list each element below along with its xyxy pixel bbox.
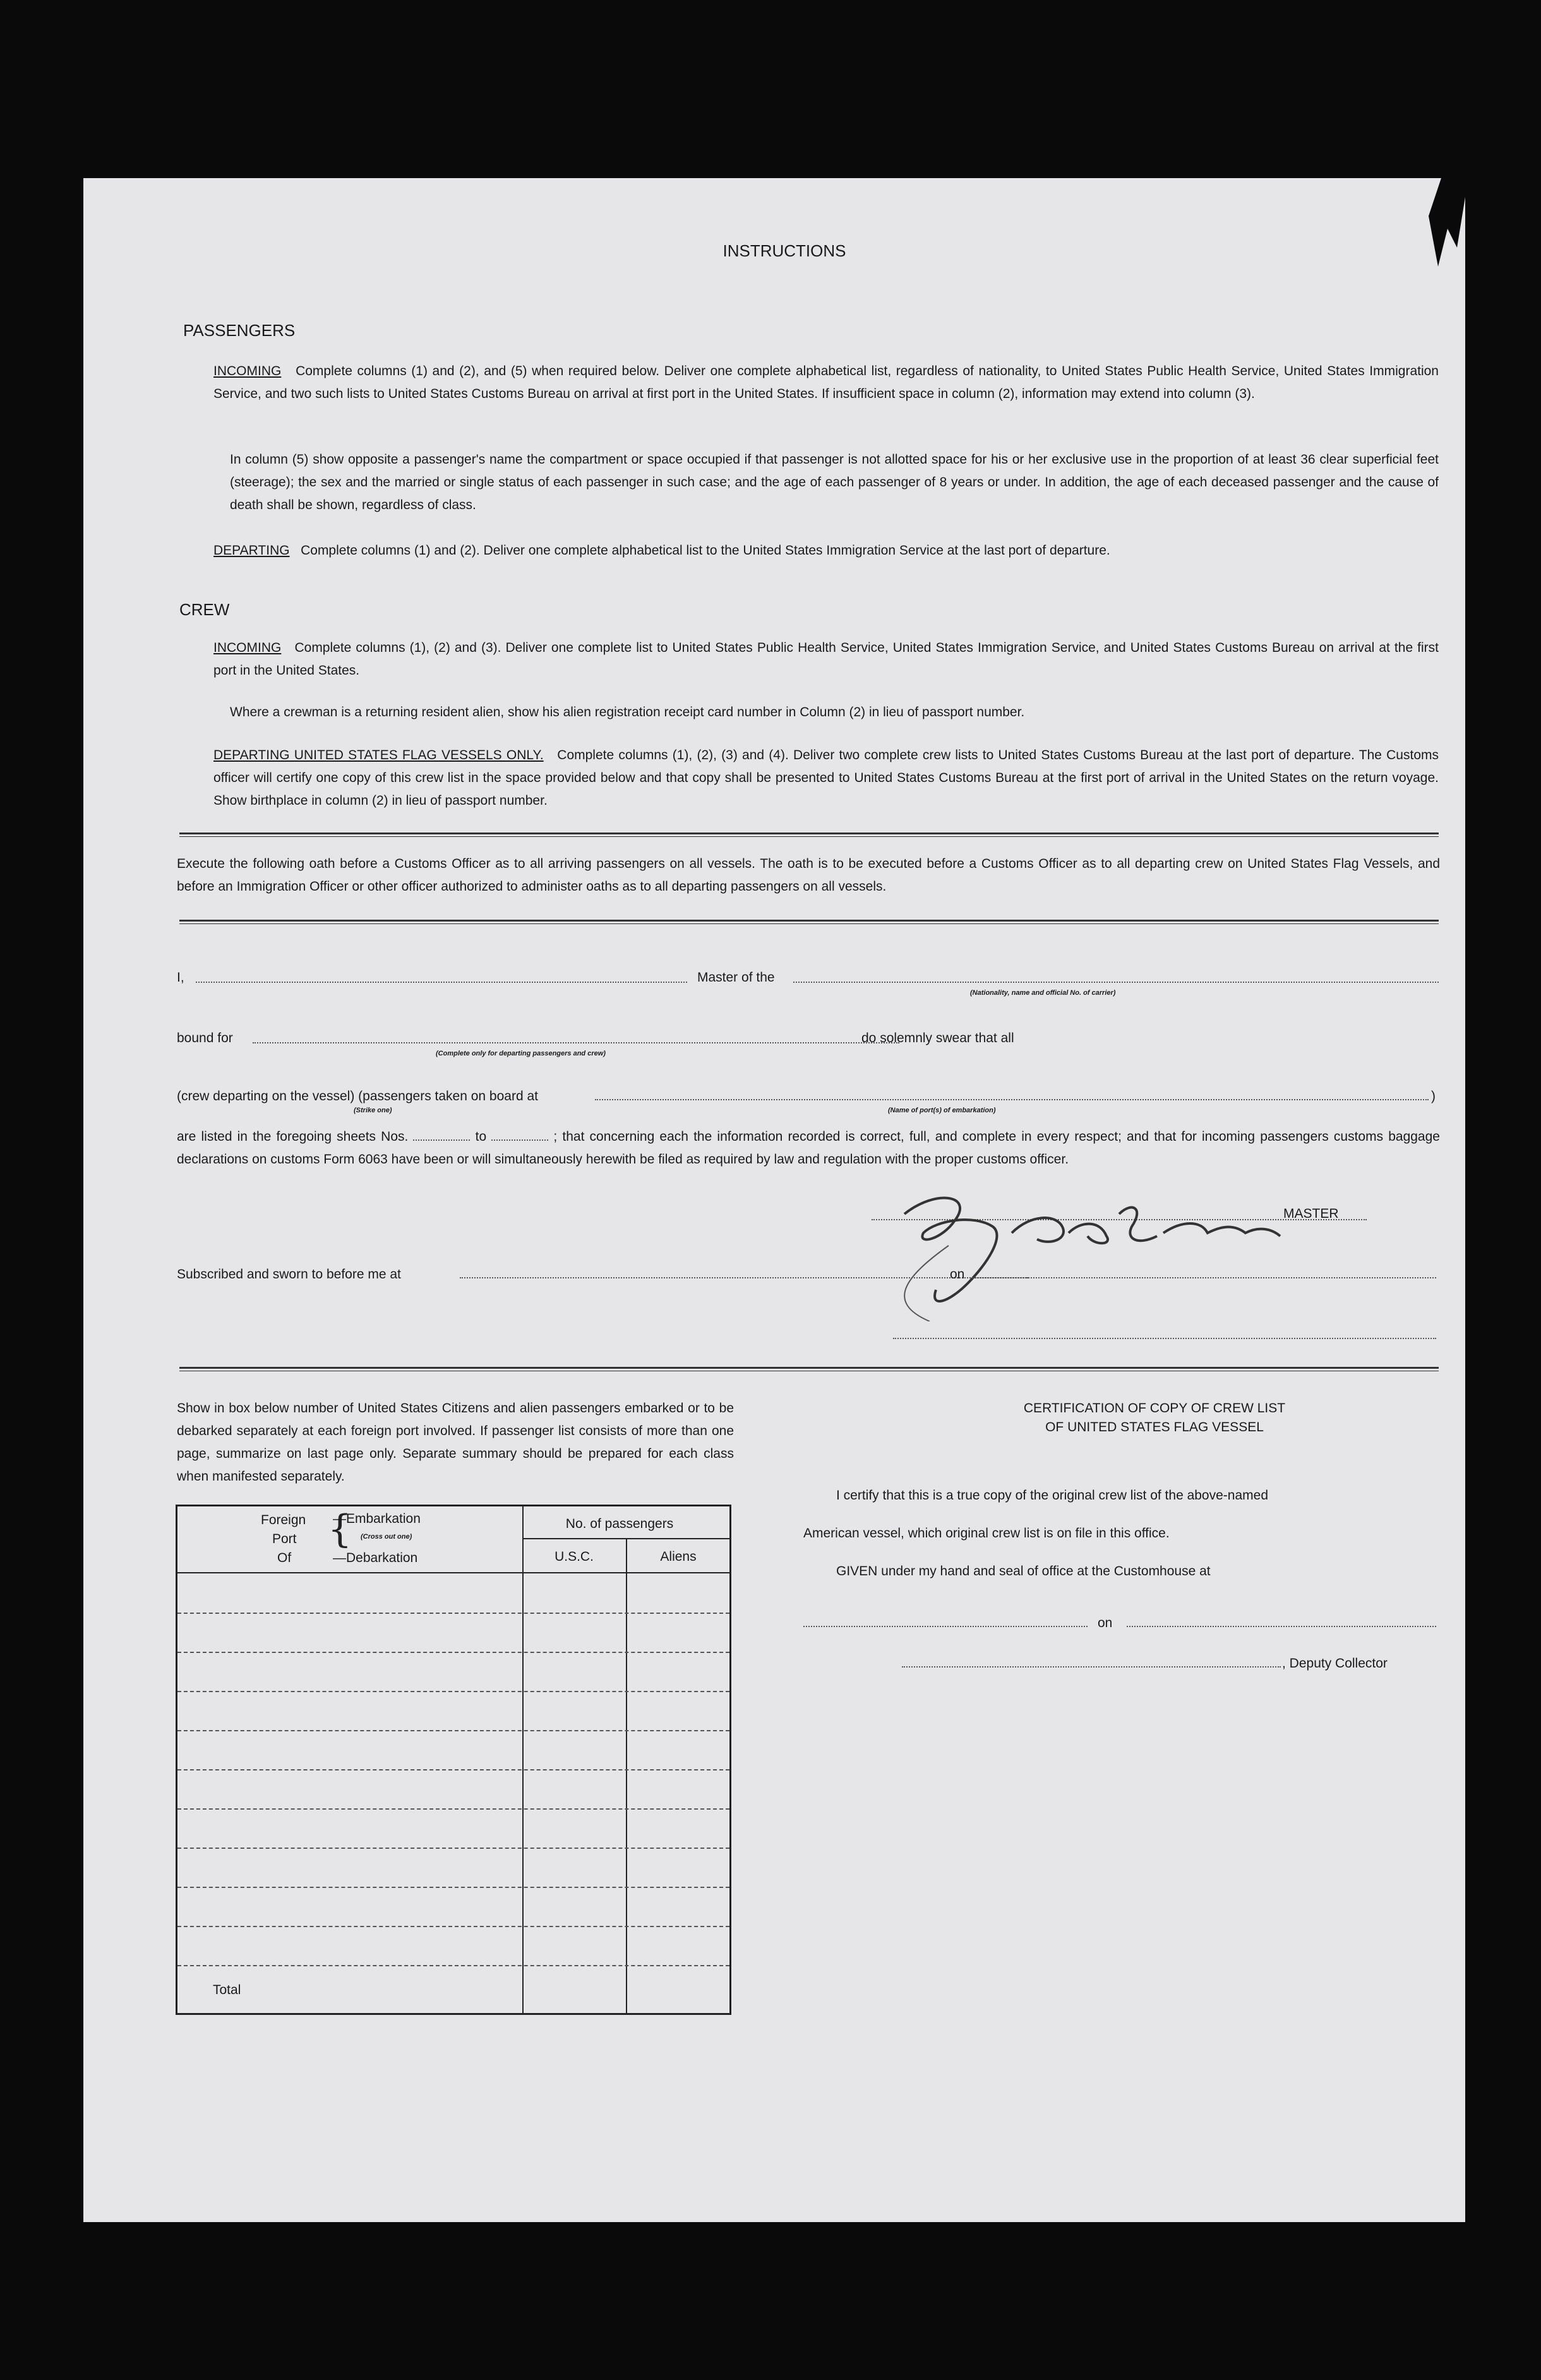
table-row[interactable] — [177, 1965, 729, 1966]
subscribed-label: Subscribed and sworn to before me at — [177, 1267, 401, 1282]
passengers-departing-block — [213, 539, 1439, 562]
divider — [179, 920, 1439, 924]
sheet-from-field[interactable] — [413, 1139, 470, 1141]
table-row[interactable] — [177, 1691, 729, 1692]
certification-title-2: OF UNITED STATES FLAG VESSEL — [1045, 1420, 1264, 1434]
total-label: Total — [213, 1983, 241, 1997]
table-row[interactable] — [177, 1887, 729, 1888]
bound-for-label: bound for — [177, 1031, 233, 1045]
officer-signature-field[interactable] — [893, 1338, 1436, 1339]
table-row[interactable] — [177, 1926, 729, 1927]
deputy-collector-label: , Deputy Collector — [1282, 1656, 1388, 1671]
embarkation-port-field[interactable] — [595, 1099, 1429, 1100]
table-row[interactable] — [177, 1769, 729, 1770]
document-page — [83, 178, 1465, 2222]
table-row[interactable] — [177, 1848, 729, 1849]
certification-given: GIVEN under my hand and seal of office at the Customhouse at — [836, 1564, 1211, 1578]
passengers-departing-text: Complete columns (1) and (2). Deliver one complete alphabetical list to the United States Immigration Service at the last port of departure. — [301, 543, 1110, 558]
crew-resident-text: Where a crewman is a returning resident alien, show his alien registration receipt card number in Column (2) in lieu of passport number. — [230, 705, 1025, 719]
crew-incoming-block — [213, 637, 1439, 682]
crew-departing-label: DEPARTING UNITED STATES FLAG VESSELS ONLY. — [213, 748, 544, 762]
usc-header: U.S.C. — [555, 1549, 594, 1564]
column-divider — [522, 1506, 524, 2013]
crew-heading: CREW — [179, 600, 230, 619]
table-row[interactable] — [177, 1730, 729, 1731]
master-name-field[interactable] — [196, 982, 687, 983]
cross-out-caption: (Cross out one) — [361, 1533, 412, 1541]
summary-intro: Show in box below number of United States Citizens and alien passengers embarked or to be debarked separately at each foreign port involved. If passenger list consists of more than one page, summarize on last page only. Separate summary should be prepared for each class when manifested separately. — [177, 1401, 734, 1484]
divider — [179, 1367, 1439, 1371]
deputy-collector-field[interactable] — [902, 1666, 1281, 1668]
crew-incoming-text: Complete columns (1), (2) and (3). Deliver one complete list to United States Public Health Service, United States Immigration Service, and United States Customs Bureau on arrival at the first port in the United States. — [213, 640, 1439, 678]
table-row[interactable] — [177, 1613, 729, 1614]
nationality-caption: (Nationality, name and official No. of carrier) — [970, 989, 1116, 997]
debarkation-label[interactable]: —Debarkation — [333, 1551, 418, 1565]
embarkation-label[interactable]: —Embarkation — [333, 1512, 421, 1526]
listed-in-text: are listed in the foregoing sheets Nos. — [177, 1129, 409, 1144]
oath-i-label: I, — [177, 970, 184, 985]
subscribed-date-field[interactable] — [975, 1277, 1436, 1278]
of-label: Of — [277, 1551, 292, 1565]
listed-rest-text: ; that concerning each the information recorded is correct, full, and complete in every respect; and that for incoming passengers customs baggage declarations on customs Form 6063 have been or will simultaneously herewith be filed as required by law and regulation with the proper customs officer. — [177, 1129, 1440, 1167]
no-passengers-header: No. of passengers — [565, 1517, 674, 1531]
to-text: to — [475, 1129, 487, 1144]
certification-date-field[interactable] — [1127, 1626, 1436, 1627]
subscribed-place-field[interactable] — [460, 1277, 1028, 1278]
passengers-incoming-block — [213, 360, 1439, 406]
passengers-incoming-label: INCOMING — [213, 364, 282, 378]
summary-table — [176, 1505, 731, 2015]
passengers-heading: PASSENGERS — [183, 321, 296, 340]
master-of-label: Master of the — [697, 970, 775, 985]
oath-instruction: Execute the following oath before a Customs Officer as to all arriving passengers on all vessels. The oath is to be executed before a Customs Officer as to all departing crew on United States Flag Vessels, and before an Immigration Officer or other officer authorized to administer oaths as to all departing passengers on all vessels. — [177, 856, 1440, 894]
strike-one-caption: (Strike one) — [354, 1107, 392, 1114]
foreign-label: Foreign — [261, 1513, 306, 1527]
passengers-departing-label: DEPARTING — [213, 543, 290, 558]
crew-incoming-label: INCOMING — [213, 640, 282, 655]
passengers-column5-text: In column (5) show opposite a passenger's name the compartment or space occupied if that passenger is not allotted space for his or her exclusive use in the proportion of at least 36 clear superficial feet (steerage); the sex and the married or single status of each passenger in such case; and the age of each passenger of 8 years or under. In addition, the age of each deceased passenger and the cause of death shall be shown, regardless of class. — [230, 452, 1439, 512]
port-caption: (Name of port(s) of embarkation) — [888, 1107, 996, 1114]
master-label: MASTER — [1283, 1206, 1339, 1221]
carrier-field[interactable] — [793, 982, 1439, 983]
brace-glyph: { — [328, 1507, 352, 1551]
torn-corner-mark — [1378, 178, 1465, 298]
subscribed-on-label: on — [950, 1267, 965, 1282]
certification-text-2: American vessel, which original crew list is on file in this office. — [803, 1526, 1170, 1541]
aliens-header: Aliens — [660, 1549, 697, 1564]
crew-departing-text: Complete columns (1), (2), (3) and (4). Deliver two complete crew lists to United States Customs Bureau at the last port of departure. The Customs officer will certify one copy of this crew list in the space provided below and that copy shall be presented to United States Customs Bureau at the first port of arrival in the United States on the return voyage. Show birthplace in column (2) in lieu of passport number. — [213, 748, 1439, 808]
header-bottom-rule — [177, 1572, 729, 1573]
certification-title-1: CERTIFICATION OF COPY OF CREW LIST — [1023, 1401, 1286, 1415]
table-row[interactable] — [177, 1808, 729, 1810]
customhouse-field[interactable] — [803, 1626, 1088, 1627]
listed-paragraph — [177, 1126, 1440, 1171]
port-label: Port — [272, 1532, 297, 1546]
bound-for-field[interactable] — [253, 1042, 899, 1043]
close-paren: ) — [1431, 1089, 1436, 1103]
column-divider — [626, 1538, 627, 2013]
table-row[interactable] — [177, 1652, 729, 1653]
crew-departing-block — [213, 744, 1439, 812]
bound-for-caption: (Complete only for departing passengers and crew) — [436, 1050, 606, 1057]
crew-departing-text: (crew departing on the vessel) (passengers taken on board at — [177, 1089, 538, 1103]
page-title: INSTRUCTIONS — [723, 241, 846, 260]
certification-text-1: I certify that this is a true copy of the original crew list of the above-named — [836, 1488, 1268, 1503]
divider — [179, 832, 1439, 837]
certification-on-label: on — [1098, 1616, 1113, 1630]
sheet-to-field[interactable] — [491, 1139, 548, 1141]
handwritten-signature — [866, 1176, 1372, 1321]
passengers-incoming-text: Complete columns (1) and (2), and (5) when required below. Deliver one complete alphabetical list, regardless of nationality, to United States Public Health Service, United States Immigration Service, and two such lists to United States Customs Bureau on arrival at first port in the United States. If insufficient space in column (2), information may extend into column (3). — [213, 364, 1439, 401]
swear-text: do solemnly swear that all — [861, 1031, 1014, 1045]
